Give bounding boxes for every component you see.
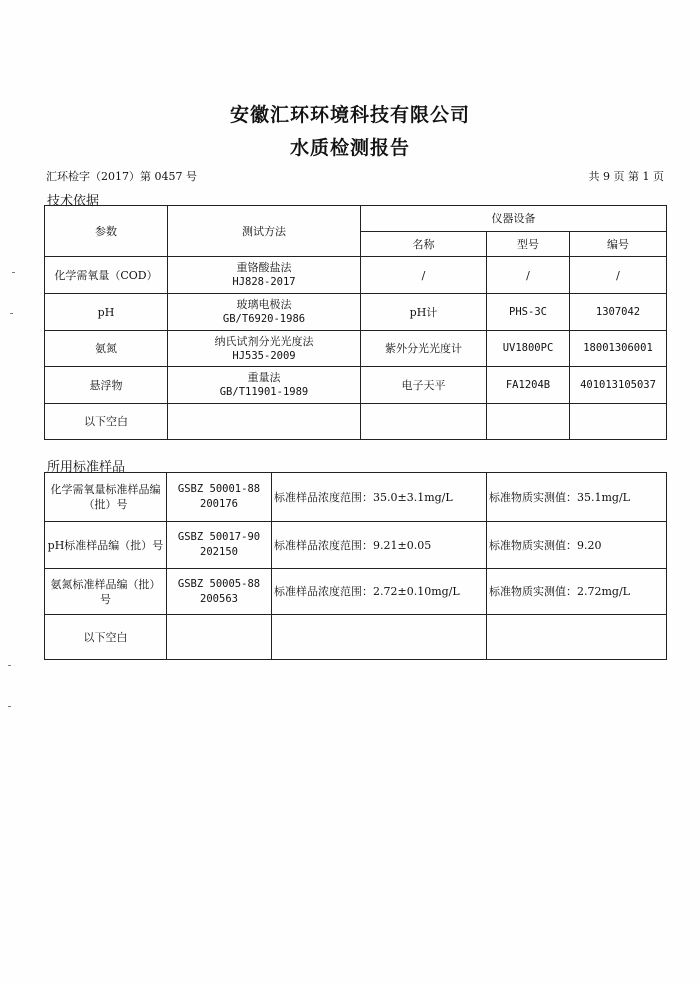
sample-name: 氨氮标准样品编（批）号: [45, 569, 167, 615]
sample-code-cell: [167, 522, 272, 569]
model-cell: PHS-3C: [487, 294, 570, 331]
scan-speck: [8, 665, 11, 666]
instrument-cell: pH计: [361, 294, 487, 331]
table-row: [45, 367, 667, 404]
method-cell: [168, 331, 361, 367]
technical-basis-table: [44, 205, 667, 440]
sample-code: GSBZ 50017-90: [177, 531, 261, 543]
serial-cell: 18001306001: [570, 331, 667, 367]
document-number: 汇环检字（2017）第 0457 号: [46, 170, 197, 183]
technical-basis-title: 技术依据: [47, 194, 100, 209]
header-model: 型号: [487, 232, 570, 257]
method-name: 重铬酸盐法: [236, 261, 292, 274]
company-name: 安徽汇环环境科技有限公司: [229, 104, 470, 126]
standard-samples-table: [44, 472, 667, 660]
sample-code-cell: [167, 569, 272, 615]
table-row: [45, 615, 667, 660]
sample-measured: 标准物质实测值：9.20: [487, 522, 667, 569]
method-cell: [168, 257, 361, 294]
page-count: 共 9 页 第 1 页: [588, 170, 664, 183]
header-serial: 编号: [570, 232, 667, 257]
method-standard: GB/T6920-1986: [222, 313, 306, 325]
header-name: 名称: [361, 232, 487, 257]
serial-cell: /: [570, 257, 667, 294]
instrument-cell: 紫外分光光度计: [361, 331, 487, 367]
param-cell: pH: [45, 294, 168, 331]
sample-batch: 200563: [200, 592, 238, 605]
standard-samples-title: 所用标准样品: [47, 460, 126, 475]
blank-note: 以下空白: [45, 404, 168, 440]
header-method: 测试方法: [168, 206, 361, 257]
scan-speck: [10, 313, 13, 314]
sample-code: GSBZ 50005-88: [177, 577, 261, 590]
method-name: 纳氏试剂分光光度法: [214, 334, 314, 348]
method-cell: [168, 294, 361, 331]
param-cell: 化学需氧量（COD）: [45, 257, 168, 294]
sample-range: 标准样品浓度范围：9.21±0.05: [272, 522, 487, 569]
table-row: [45, 404, 667, 440]
method-standard: HJ828-2017: [232, 276, 296, 288]
sample-batch: 202150: [200, 546, 238, 558]
method-standard: HJ535-2009: [232, 349, 296, 362]
table-row: [45, 522, 667, 569]
sample-range: 标准样品浓度范围：2.72±0.10mg/L: [272, 569, 487, 615]
sample-batch: 200176: [200, 498, 238, 510]
param-cell: 悬浮物: [45, 367, 168, 404]
sample-measured: 标准物质实测值：35.1mg/L: [487, 473, 667, 522]
sample-name: pH标准样品编（批）号: [45, 522, 167, 569]
scan-speck: [8, 706, 11, 707]
report-title: 水质检测报告: [289, 137, 410, 159]
header-instrument: 仪器设备: [361, 206, 667, 232]
sample-range: 标准样品浓度范围：35.0±3.1mg/L: [272, 473, 487, 522]
header-param: 参数: [45, 206, 168, 257]
sample-name: 化学需氧量标准样品编（批）号: [45, 473, 167, 522]
param-cell: 氨氮: [45, 331, 168, 367]
method-name: 玻璃电极法: [236, 298, 292, 311]
serial-cell: 401013105037: [570, 367, 667, 404]
sample-code: GSBZ 50001-88: [177, 483, 261, 495]
scan-speck: [12, 272, 15, 273]
instrument-cell: 电子天平: [361, 367, 487, 404]
sample-code-cell: [167, 473, 272, 522]
table-row: [45, 473, 667, 522]
model-cell: UV1800PC: [487, 331, 570, 367]
method-cell: [168, 367, 361, 404]
method-standard: GB/T11901-1989: [219, 386, 309, 398]
blank-note: 以下空白: [45, 615, 167, 660]
model-cell: /: [487, 257, 570, 294]
serial-cell: 1307042: [570, 294, 667, 331]
table-row: [45, 331, 667, 367]
instrument-cell: /: [361, 257, 487, 294]
table-row: [45, 569, 667, 615]
table-row: [45, 294, 667, 331]
sample-measured: 标准物质实测值：2.72mg/L: [487, 569, 667, 615]
method-name: 重量法: [247, 371, 281, 384]
model-cell: FA1204B: [487, 367, 570, 404]
table-row: [45, 257, 667, 294]
